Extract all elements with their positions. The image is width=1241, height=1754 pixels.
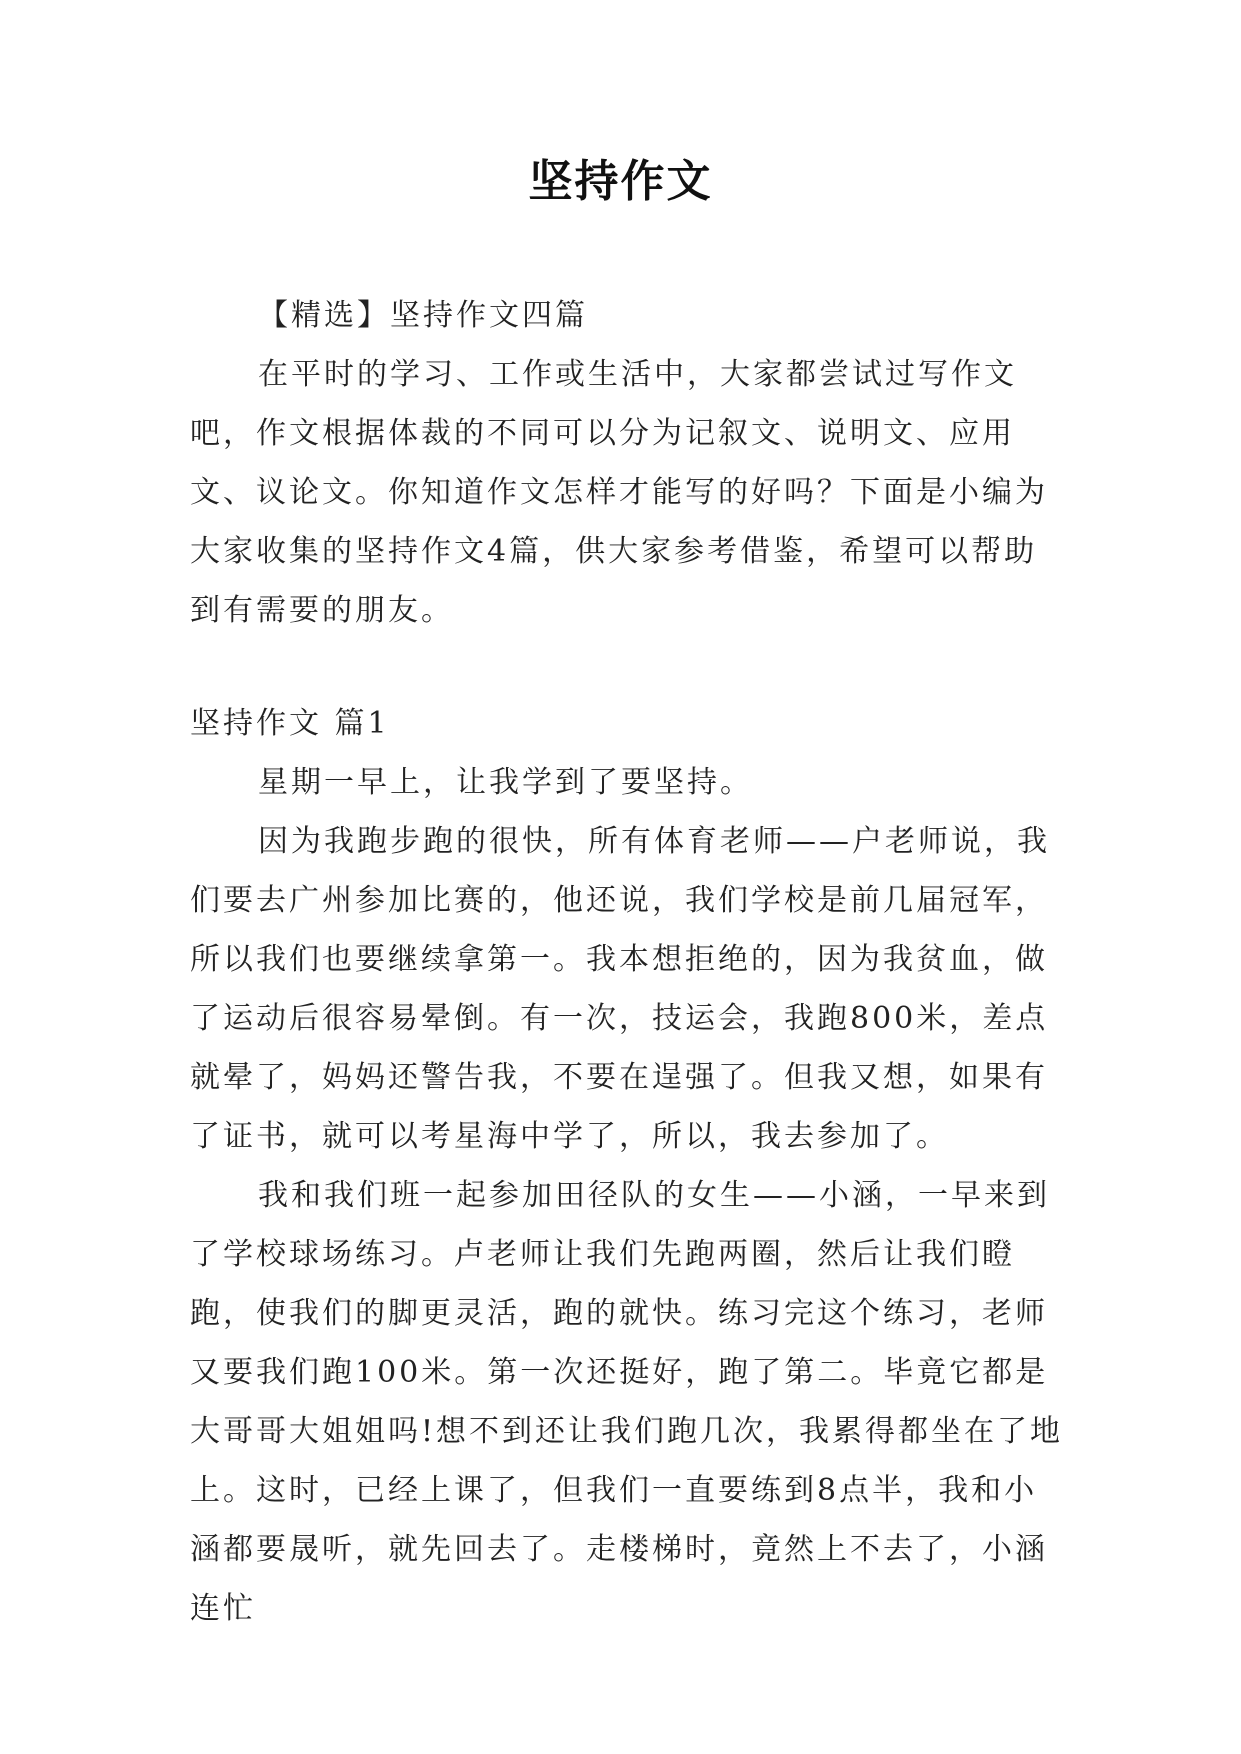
document-title: 坚持作文 — [528, 156, 713, 207]
body-paragraph-3: 我和我们班一起参加田径队的女生——小涵，一早来到了学校球场练习。卢老师让我们先跑两圈，然后让我们瞪跑，使我们的脚更灵活，跑的就快。练习完这个练习，老师又要我们跑100米。第一次还挺好，跑了第二。毕竟它都是大哥哥大姐姐吗!想不到还让我们跑几次，我累得都坐在了地上。这时，已经上课了，但我们一直要练到8点半，我和小涵都要晟听，就先回去了。走楼梯时，竟然上不去了，小涵连忙 — [190, 1178, 1064, 1626]
document-subtitle: 【精选】坚持作文四篇 — [258, 298, 588, 333]
body-paragraph-1: 星期一早上，让我学到了要坚持。 — [258, 765, 753, 800]
section-heading: 坚持作文 篇1 — [190, 706, 390, 741]
intro-paragraph: 在平时的学习、工作或生活中，大家都尝试过写作文吧，作文根据体裁的不同可以分为记叙文、说明文、应用文、议论文。你知道作文怎样才能写的好吗？下面是小编为大家收集的坚持作文4篇，供大家参考借鉴，希望可以帮助到有需要的朋友。 — [190, 357, 1048, 628]
body-paragraph-2: 因为我跑步跑的很快，所有体育老师——户老师说，我们要去广州参加比赛的，他还说，我们学校是前几届冠军，所以我们也要继续拿第一。我本想拒绝的，因为我贫血，做了运动后很容易晕倒。有一次，技运会，我跑800米，差点就晕了，妈妈还警告我，不要在逞强了。但我又想，如果有了证书，就可以考星海中学了，所以，我去参加了。 — [190, 824, 1050, 1154]
